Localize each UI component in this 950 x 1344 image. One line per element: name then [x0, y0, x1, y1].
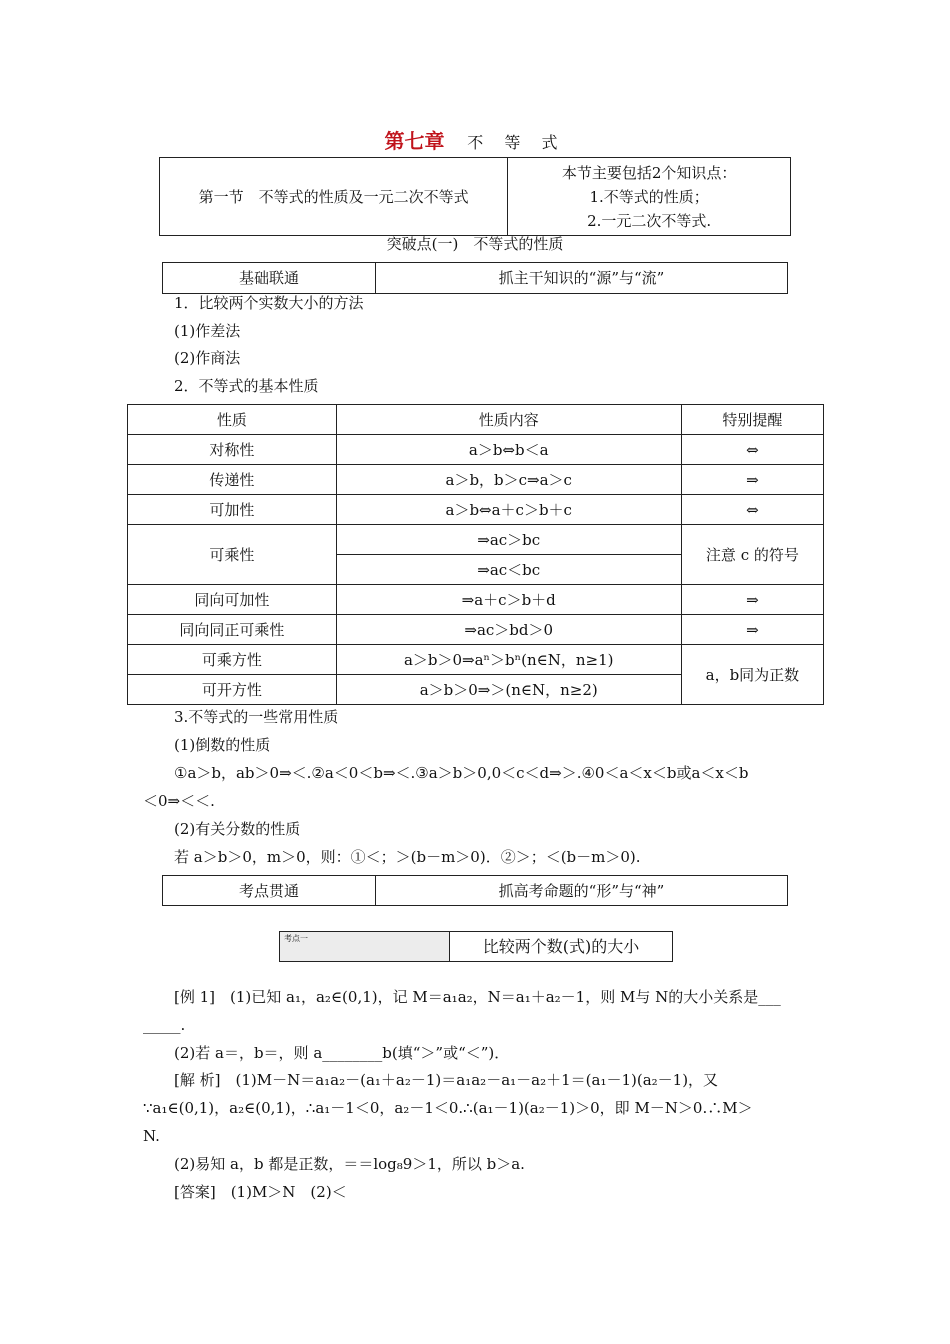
foundation-banner-right: 抓主干知识的“源”与“流”	[376, 263, 788, 294]
table-header: 特别提醒	[681, 405, 823, 435]
section1-item: (2)作商法	[174, 349, 241, 367]
table-header: 性质	[128, 405, 337, 435]
analysis-line: N.	[143, 1127, 160, 1145]
topic-box-title: 比较两个数(式)的大小	[450, 932, 673, 962]
section-box-right-line: 本节主要包括2个知识点：	[561, 163, 737, 182]
property-name: 可开方性	[128, 675, 337, 705]
property-note: ⇔	[681, 435, 823, 465]
table-row	[128, 615, 824, 645]
property-name: 对称性	[128, 435, 337, 465]
example-line: [例 1] (1)已知 a₁，a₂∈(0,1)，记 M＝a₁a₂，N＝a₁＋a₂－1，则 M与 N的大小关系是___	[174, 988, 781, 1006]
foundation-banner-left: 基础联通	[163, 263, 376, 294]
analysis-line: ∵a₁∈(0,1)，a₂∈(0,1)，∴a₁－1＜0，a₂－1＜0.∴(a₁－1)(a₂－1)＞0，即 M－N＞0.∴M＞	[143, 1099, 753, 1117]
property-content: a＞b，b＞c⇒a＞c	[336, 465, 681, 495]
table-row	[128, 585, 824, 615]
property-name: 可乘方性	[128, 645, 337, 675]
section1-item: (1)作差法	[174, 322, 241, 340]
section-box-right-line: 1.不等式的性质；	[589, 187, 709, 206]
property-note: ⇒	[681, 615, 823, 645]
chapter-title	[0, 125, 950, 154]
section-box-right-line: 2.一元二次不等式.	[587, 211, 712, 230]
analysis-line: [解 析] (1)M－N＝a₁a₂－(a₁＋a₂－1)＝a₁a₂－a₁－a₂＋1＝(a₁－1)(a₂－1)，又	[174, 1071, 719, 1089]
property-name: 传递性	[128, 465, 337, 495]
answer-line: [答案] (1)M＞N (2)＜	[174, 1183, 347, 1201]
section3-sub1: (1)倒数的性质	[174, 736, 271, 754]
topic-box	[279, 931, 673, 962]
section3-sub1-text-cont: ＜0⇒＜＜.	[143, 792, 215, 810]
section3-sub2: (2)有关分数的性质	[174, 820, 301, 838]
property-name: 同向同正可乘性	[128, 615, 337, 645]
section-box	[159, 157, 791, 236]
section3-sub1-text: ①a＞b，ab＞0⇒＜.②a＜0＜b⇒＜.③a＞b＞0,0＜c＜d⇒＞.④0＜a＜x＜b或a＜x＜b	[174, 764, 749, 782]
property-note-merged: a，b同为正数	[681, 645, 823, 705]
foundation-banner	[162, 262, 788, 294]
property-content: a＞b＞0⇒aⁿ＞bⁿ(n∈N，n≥1)	[336, 645, 681, 675]
exam-banner-right: 抓高考命题的“形”与“神”	[376, 876, 788, 906]
example-line: (2)若 a＝，b＝，则 a________b(填“＞”或“＜”)．	[174, 1044, 510, 1062]
section1-heading: 1．比较两个实数大小的方法	[174, 294, 364, 312]
section3-heading: 3.不等式的一些常用性质	[174, 708, 339, 726]
section-box-right	[508, 158, 791, 236]
table-row	[128, 645, 824, 675]
property-content: a＞b⇔a＋c＞b＋c	[336, 495, 681, 525]
property-content: ⇒ac＞bd＞0	[336, 615, 681, 645]
property-content: a＞b＞0⇒＞(n∈N，n≥2)	[336, 675, 681, 705]
property-content: ⇒ac＜bc	[336, 555, 681, 585]
chapter-title-main: 第七章	[384, 129, 445, 153]
property-note: 注意 c 的符号	[681, 525, 823, 585]
exam-banner-left: 考点贯通	[163, 876, 376, 906]
analysis-line: (2)易知 a，b 都是正数，＝＝log₈9＞1，所以 b＞a.	[174, 1155, 525, 1173]
property-name: 同向可加性	[128, 585, 337, 615]
chapter-title-sub: 不 等 式	[467, 133, 566, 152]
property-name: 可加性	[128, 495, 337, 525]
table-row	[128, 525, 824, 555]
section-box-left: 第一节 不等式的性质及一元二次不等式	[160, 158, 508, 236]
table-row	[128, 495, 824, 525]
section2-heading: 2．不等式的基本性质	[174, 377, 319, 395]
property-content: ⇒a＋c＞b＋d	[336, 585, 681, 615]
property-content: ⇒ac＞bc	[336, 525, 681, 555]
section3-sub2-text: 若 a＞b＞0，m＞0，则：①＜；＞(b－m＞0)．②＞；＜(b－m＞0).	[174, 848, 641, 866]
property-note: ⇔	[681, 495, 823, 525]
table-header: 性质内容	[336, 405, 681, 435]
property-table	[127, 404, 824, 705]
property-content: a＞b⇔b＜a	[336, 435, 681, 465]
table-row	[128, 435, 824, 465]
table-row	[128, 465, 824, 495]
example-line: _____.	[143, 1016, 186, 1034]
property-note: ⇒	[681, 585, 823, 615]
exam-banner	[162, 875, 788, 906]
topic-box-label: 考点一	[280, 932, 450, 962]
breakthrough-title: 突破点(一) 不等式的性质	[386, 235, 564, 253]
property-note: ⇒	[681, 465, 823, 495]
property-name: 可乘性	[128, 525, 337, 585]
